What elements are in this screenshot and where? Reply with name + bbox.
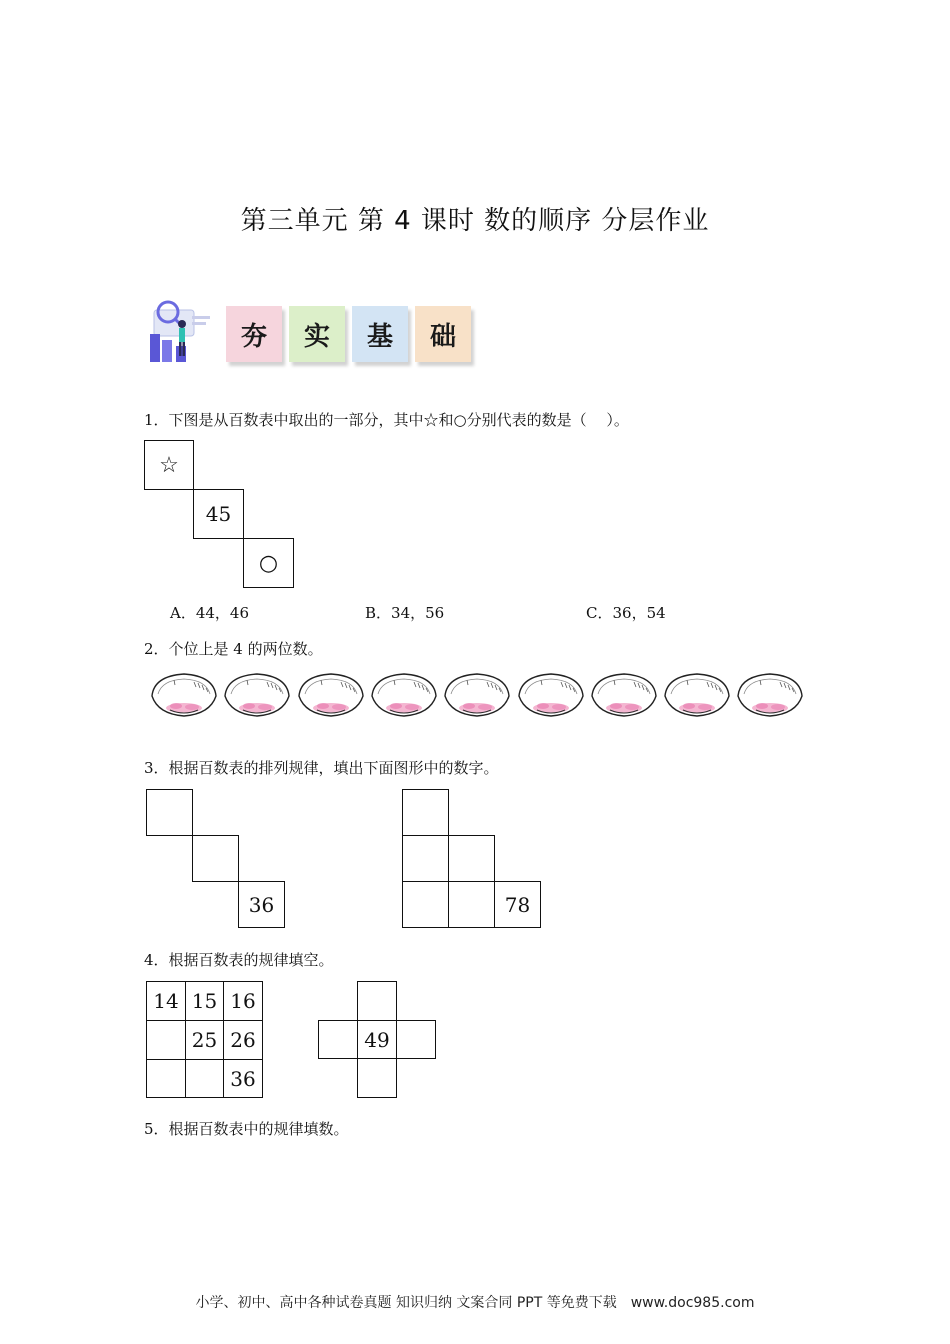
question-3: 3．根据百数表的排列规律，填出下面图形中的数字。	[144, 759, 499, 777]
fan-answer-shape[interactable]	[661, 670, 733, 720]
question-5: 5．根据百数表中的规律填数。	[144, 1120, 349, 1138]
q4-grid-cell: 15	[185, 981, 224, 1021]
q1-cell-star: ☆	[144, 440, 194, 490]
section-tile-2: 实	[289, 306, 345, 362]
q3-fig1-cell-36: 36	[238, 881, 285, 928]
q3-fig2-cell[interactable]	[402, 835, 449, 882]
q4-cross-center: 49	[357, 1020, 397, 1059]
q4-grid-cell[interactable]	[146, 1059, 186, 1098]
q4-cross-right[interactable]	[396, 1020, 436, 1059]
q4-grid-cell: 14	[146, 981, 186, 1021]
q3-fig2-cell[interactable]	[448, 835, 495, 882]
fan-answer-shape[interactable]	[295, 670, 367, 720]
q3-fig2-cell[interactable]	[402, 881, 449, 928]
q4-grid-cell: 16	[223, 981, 263, 1021]
q4-cross-left[interactable]	[318, 1020, 358, 1059]
section-tile-1: 夯	[226, 306, 282, 362]
magnifier-person-icon	[146, 296, 216, 366]
q1-cell-45: 45	[193, 489, 244, 539]
q1-cell-circle: ○	[243, 538, 294, 588]
q4-grid-cell: 36	[223, 1059, 263, 1098]
fan-answer-shape[interactable]	[148, 670, 220, 720]
q4-cross-bottom[interactable]	[357, 1058, 397, 1098]
fan-answer-shape[interactable]	[221, 670, 293, 720]
q4-grid-cell[interactable]	[185, 1059, 224, 1098]
q3-fig2-cell[interactable]	[402, 789, 449, 836]
q1-option-a[interactable]: A．44，46	[170, 604, 250, 622]
q3-fig1-cell[interactable]	[146, 789, 193, 836]
q4-grid-cell[interactable]	[146, 1020, 186, 1060]
q1-option-b[interactable]: B．34，56	[365, 604, 445, 622]
section-tile-3: 基	[352, 306, 408, 362]
q3-fig2-cell-78: 78	[494, 881, 541, 928]
question-2: 2．个位上是 4 的两位数。	[144, 640, 323, 658]
q3-fig1-cell[interactable]	[192, 835, 239, 882]
q4-grid-cell: 26	[223, 1020, 263, 1060]
footer-text: 小学、初中、高中各种试卷真题 知识归纳 文案合同 PPT 等免费下载 www.doc985.com	[195, 1295, 755, 1311]
fan-answer-shape[interactable]	[441, 670, 513, 720]
q4-cross-top[interactable]	[357, 981, 397, 1021]
fan-answer-shape[interactable]	[368, 670, 440, 720]
fan-answer-shape[interactable]	[515, 670, 587, 720]
fan-answer-shape[interactable]	[588, 670, 660, 720]
question-1: 1．下图是从百数表中取出的一部分，其中☆和○分别代表的数是（ ）。	[144, 411, 629, 429]
q4-grid-cell: 25	[185, 1020, 224, 1060]
q3-fig2-cell[interactable]	[448, 881, 495, 928]
question-4: 4．根据百数表的规律填空。	[144, 951, 334, 969]
q1-option-c[interactable]: C．36，54	[586, 604, 666, 622]
page-title: 第三单元 第 4 课时 数的顺序 分层作业	[240, 206, 710, 236]
section-tile-4: 础	[415, 306, 471, 362]
fan-answer-shape[interactable]	[734, 670, 806, 720]
